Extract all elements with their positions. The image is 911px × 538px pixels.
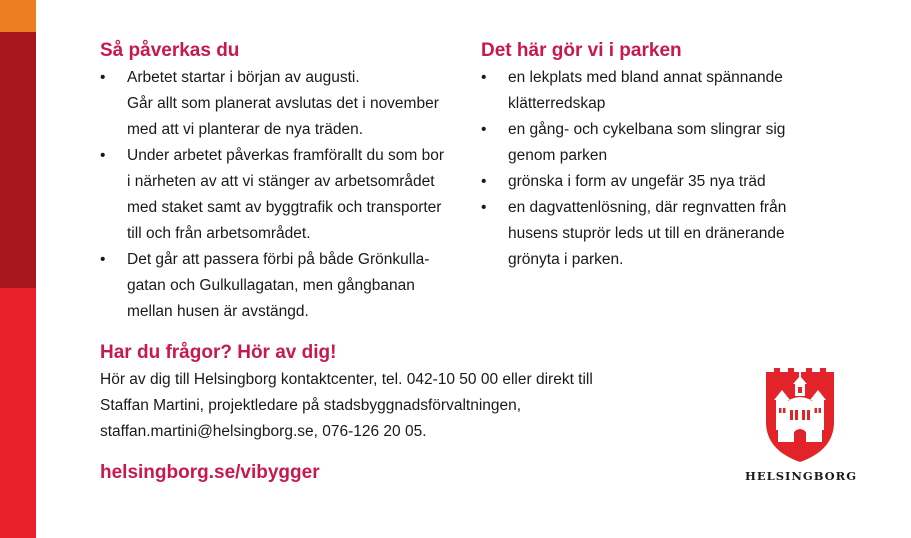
bullet: • <box>481 199 487 216</box>
list-item-line: en gång- och cykelbana som slingrar sig <box>508 121 786 138</box>
list-item-line: grönyta i parken. <box>508 251 624 268</box>
list-item-line: i närheten av att vi stänger av arbetsområdet <box>127 173 435 190</box>
list-item <box>100 65 470 143</box>
website-link[interactable]: helsingborg.se/vibygger <box>100 462 320 483</box>
contact-text <box>100 367 660 445</box>
helsingborg-logo <box>745 368 858 488</box>
helsingborg-crest-icon <box>764 368 836 464</box>
list-item-line: med att vi planterar de nya träden. <box>127 121 364 138</box>
bullet: • <box>100 69 106 86</box>
list-item-line: en lekplats med bland annat spännande <box>508 69 783 86</box>
list-item-line: gatan och Gulkullagatan, men gångbanan <box>127 277 415 294</box>
bullet: • <box>100 147 106 164</box>
impact-list <box>100 65 470 325</box>
logo-text: HELSINGBORG <box>745 469 858 483</box>
impact-heading: Så påverkas du <box>100 40 240 61</box>
park-plans-heading: Det här gör vi i parken <box>481 40 682 61</box>
list-item-line: mellan husen är avstängd. <box>127 303 309 320</box>
list-item <box>481 117 821 169</box>
list-item <box>100 143 470 247</box>
park-plans-list <box>481 65 821 273</box>
bullet: • <box>481 69 487 86</box>
side-stripe-orange <box>0 0 36 32</box>
list-item-line: Det går att passera förbi på både Grönkulla- <box>127 251 430 268</box>
list-item <box>100 247 470 325</box>
list-item-line: husens stuprör leds ut till en dränerande <box>508 225 785 242</box>
list-item-line: Under arbetet påverkas framförallt du som bor <box>127 147 445 164</box>
bullet: • <box>481 173 487 190</box>
bullet: • <box>100 251 106 268</box>
list-item-line: Arbetet startar i början av augusti. <box>127 69 360 86</box>
side-stripe-red <box>0 288 36 538</box>
list-item-line: med staket samt av byggtrafik och transporter <box>127 199 442 216</box>
contact-line: staffan.martini@helsingborg.se, 076-126 20 05. <box>100 423 427 440</box>
list-item <box>481 65 821 117</box>
list-item-line: klätterredskap <box>508 95 606 112</box>
list-item-line: Går allt som planerat avslutas det i november <box>127 95 439 112</box>
side-stripe-darkred <box>0 32 36 288</box>
contact-heading: Har du frågor? Hör av dig! <box>100 342 337 363</box>
contact-line: Staffan Martini, projektledare på stadsbyggnadsförvaltningen, <box>100 397 522 414</box>
list-item-line: genom parken <box>508 147 608 164</box>
contact-line: Hör av dig till Helsingborg kontaktcenter, tel. 042-10 50 00 eller direkt till <box>100 371 593 388</box>
list-item-line: grönska i form av ungefär 35 nya träd <box>508 173 766 190</box>
bullet: • <box>481 121 487 138</box>
list-item-line: en dagvattenlösning, där regnvatten från <box>508 199 787 216</box>
list-item <box>481 169 821 195</box>
list-item-line: till och från arbetsområdet. <box>127 225 311 242</box>
list-item <box>481 195 821 273</box>
